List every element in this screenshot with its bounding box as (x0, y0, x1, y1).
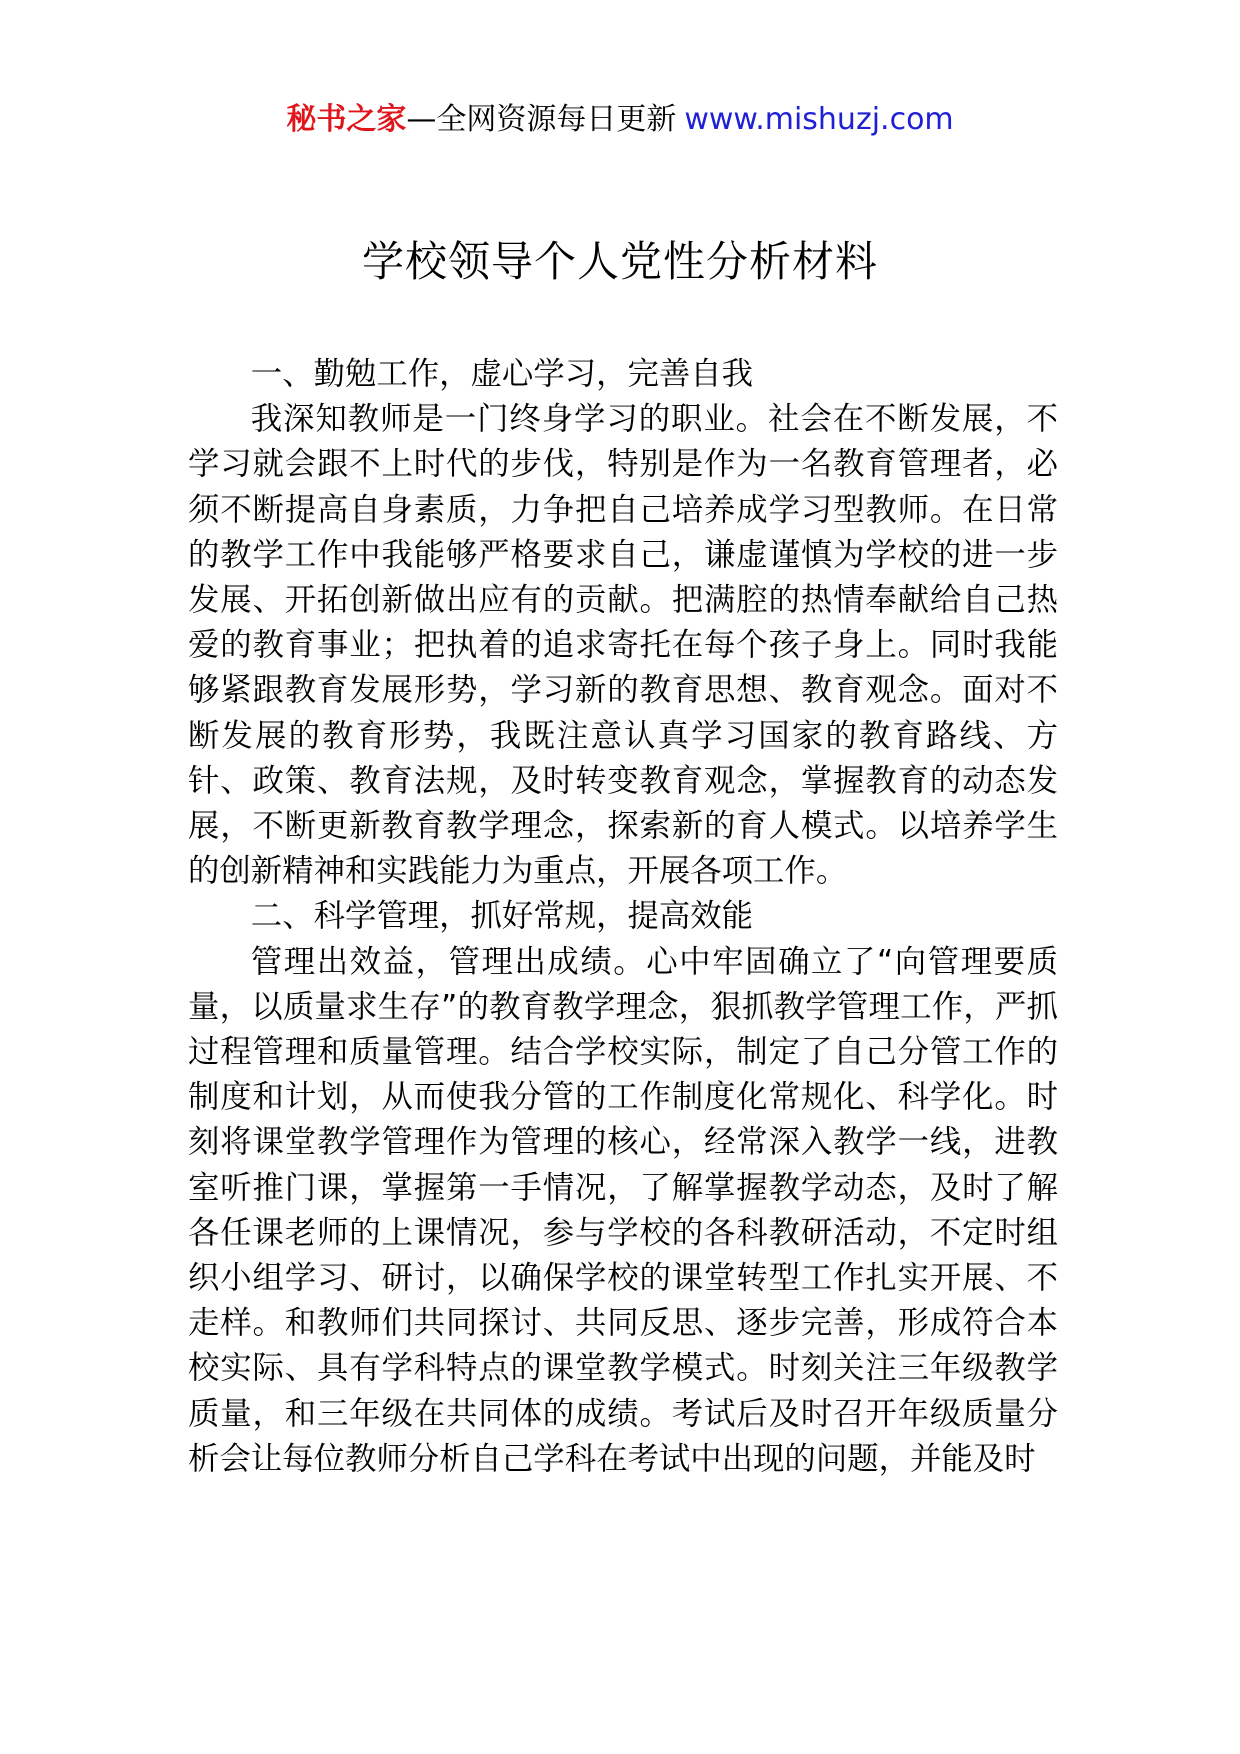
section-paragraph-1: 我深知教师是一门终身学习的职业。社会在不断发展，不学习就会跟不上时代的步伐，特别是作为一名教育管理者，必须不断提高自身素质，力争把自己培养成学习型教师。在日常的教学工作中我能够严格要求自己，谦虚谨慎为学校的进一步发展、开拓创新做出应有的贡献。把满腔的热情奉献给自己热爱的教育事业；把执着的追求寄托在每个孩子身上。同时我能够紧跟教育发展形势，学习新的教育思想、教育观念。面对不断发展的教育形势，我既注意认真学习国家的教育路线、方针、政策、教育法规，及时转变教育观念，掌握教育的动态发展，不断更新教育教学理念，探索新的育人模式。以培养学生的创新精神和实践能力为重点，开展各项工作。 (188, 401, 1058, 890)
document-body (188, 352, 1058, 1482)
site-url-link[interactable]: www.mishuzj.com (684, 102, 954, 137)
site-header (0, 100, 1240, 140)
site-brand: 秘书之家 (286, 102, 407, 137)
document-title: 学校领导个人党性分析材料 (361, 237, 878, 286)
site-tagline: —全网资源每日更新 (406, 102, 677, 137)
section-heading-2: 二、科学管理，抓好常规，提高效能 (250, 898, 754, 935)
section-paragraph-2: 管理出效益，管理出成绩。心中牢固确立了“向管理要质量，以质量求生存”的教育教学理念，狠抓教学管理工作，严抓过程管理和质量管理。结合学校实际，制定了自己分管工作的制度和计划，从而使我分管的工作制度化常规化、科学化。时刻将课堂教学管理作为管理的核心，经常深入教学一线，进教室听推门课，掌握第一手情况，了解掌握教学动态，及时了解各任课老师的上课情况，参与学校的各科教研活动，不定时组织小组学习、研讨，以确保学校的课堂转型工作扎实开展、不走样。和教师们共同探讨、共同反思、逐步完善，形成符合本校实际、具有学科特点的课堂教学模式。时刻关注三年级教学质量，和三年级在共同体的成绩。考试后及时召开年级质量分析会让每位教师分析自己学科在考试中出现的问题，并能及时 (188, 943, 1058, 1477)
section-heading-1: 一、勤勉工作，虚心学习，完善自我 (250, 356, 754, 392)
